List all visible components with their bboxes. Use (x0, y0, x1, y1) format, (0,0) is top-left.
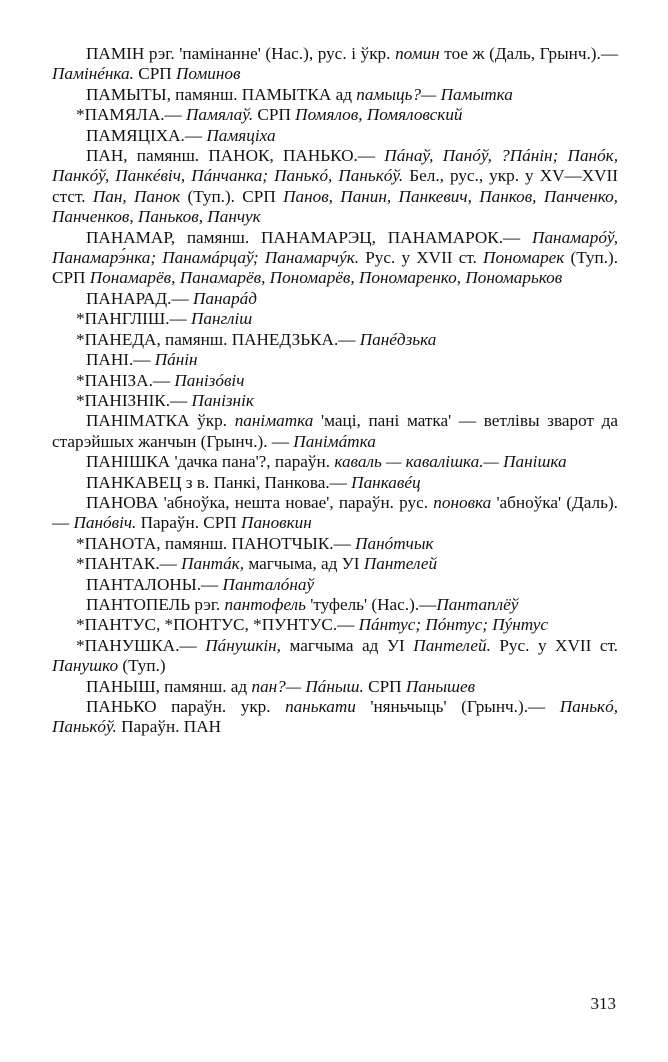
dictionary-entry (52, 126, 618, 146)
dictionary-entry (52, 411, 618, 452)
dictionary-entry (52, 677, 618, 697)
entry-italic-text: пан?— Пáныш. (251, 676, 364, 696)
entry-italic-text: Пáнтус; Пóнтус; Пýнтус (358, 615, 549, 635)
entry-text: Параўн. ПАН (116, 717, 222, 737)
entry-text: магчыма ад УІ (280, 635, 414, 655)
dictionary-entry (52, 554, 618, 574)
dictionary-entry (52, 105, 618, 125)
entry-text: Рус. у XVII ст. (359, 248, 484, 268)
entry-italic-text: Панов, Панин, Панкевич, Панков, Панченко, Панченков, Паньков, Панчук (52, 186, 618, 227)
entry-text: СРП (253, 105, 296, 125)
dictionary-entry (52, 44, 618, 85)
entry-italic-text: Панышев (405, 676, 476, 696)
entry-text: ПАНОВА 'абноўка, нешта новае', параўн. рус. (86, 492, 434, 512)
entry-text: СРП (363, 676, 406, 696)
entry-italic-text: Пантелей. (413, 635, 491, 655)
entry-italic-text: Пан, Панок (92, 186, 181, 206)
page-number: 313 (590, 994, 616, 1013)
entry-italic-text: Понамарёв, Панамарёв, Пономарёв, Пономаренко, Пономарьков (89, 268, 563, 288)
dictionary-entry (52, 330, 618, 350)
entry-italic-text: Панушко (52, 656, 119, 676)
entry-italic-text: Пантáк, (181, 554, 245, 574)
dictionary-page (52, 44, 618, 738)
entry-text: 'няньчыць' (Грынч.).— (355, 697, 560, 716)
entry-text: *ПАНГЛІШ.— (76, 309, 191, 329)
entry-italic-text: Помялов, Помяловский (295, 105, 463, 125)
entry-text: ПАНІ.— (86, 350, 155, 370)
entry-text: (Туп.). СРП (52, 248, 618, 288)
entry-italic-text: панькати (285, 697, 356, 716)
entry-italic-text: помин (395, 44, 440, 63)
entry-italic-text: Панамарóў, Панамарэ́нка; Панамáрцаў; Панамарчýк. (52, 227, 618, 268)
entry-text: ПАНЫШ, памянш. ад (86, 676, 252, 696)
entry-italic-text: Поминов (175, 64, 241, 84)
entry-italic-text: Пáнаў, Панóў, ?Пáнін; Панóк, Панкóў, Панкéвіч, Пáнчанка; Панькó, Панькóў. (52, 146, 618, 186)
dictionary-entry (52, 391, 618, 411)
dictionary-entry (52, 309, 618, 329)
entry-italic-text: Памінéнка. (52, 64, 134, 84)
entry-text: (Туп.) (118, 656, 166, 676)
entry-text: *ПАНІЗНІК.— (76, 390, 192, 410)
entry-text: ПАНАМАР, памянш. ПАНАМАРЭЦ, ПАНАМАРОК.— (86, 227, 533, 247)
entry-text: 'туфель' (Нас.).— (305, 594, 437, 614)
entry-text: *ПАНТУС, *ПОНТУС, *ПУНТУС.— (76, 615, 359, 635)
entry-text: магчыма, ад УІ (244, 554, 364, 574)
entry-italic-text: Пáнін (154, 350, 198, 370)
dictionary-entry (52, 85, 618, 105)
dictionary-entry (52, 636, 618, 677)
entry-italic-text: Панізнік (191, 390, 254, 410)
entry-italic-text: Памяціха (206, 125, 276, 145)
entry-italic-text: Панізóвіч (174, 370, 245, 390)
entry-italic-text: Памялаў. (186, 105, 254, 125)
entry-text: ПАН, памянш. ПАНОК, ПАНЬКО.— (86, 146, 385, 166)
dictionary-entry (52, 228, 618, 289)
dictionary-entry (52, 452, 618, 472)
entry-text: Рус. у XVII ст. (490, 635, 618, 655)
dictionary-entry (52, 575, 618, 595)
entry-italic-text: Пономарек (483, 248, 565, 268)
entry-text: ПАМЫТЫ, памянш. ПАМЫТКА ад (86, 84, 357, 104)
dictionary-entry (52, 697, 618, 738)
entry-text: Бел., рус., укр. у XV—XVII стст. (52, 166, 618, 206)
entry-text: *ПАНУШКА.— (76, 635, 206, 655)
dictionary-entry (52, 146, 618, 228)
dictionary-entry (52, 595, 618, 615)
entries-list (52, 44, 618, 738)
entry-text: 'абноўка' (Даль).— (52, 492, 618, 533)
dictionary-entry (52, 493, 618, 534)
entry-text: ПАНТАЛОНЫ.— (86, 574, 223, 594)
entry-text: ПАНЬКО параўн. укр. (86, 697, 286, 716)
dictionary-entry (52, 473, 618, 493)
entry-italic-text: Панталóнаў (222, 574, 315, 594)
entry-italic-text: Панóтчык (355, 533, 434, 553)
entry-italic-text: Панóвіч. (73, 513, 137, 533)
entry-text: 'маці, пані матка' — ветлівы зварот да старэйшых жанчын (Грынч.). — (52, 411, 618, 451)
entry-text: (Туп.). СРП (180, 186, 284, 206)
entry-italic-text: пантофель (224, 594, 306, 614)
entry-text: *ПАМЯЛА.— (76, 105, 187, 125)
entry-text: *ПАНІЗА.— (76, 370, 175, 390)
entry-italic-text: паніматка (234, 411, 314, 431)
entry-text: *ПАНЕДА, памянш. ПАНЕДЗЬКА.— (76, 329, 360, 349)
entry-italic-text: Пановкин (241, 513, 312, 533)
entry-text: ПАМЯЦІХА.— (86, 125, 207, 145)
entry-italic-text: Пантелей (363, 554, 438, 574)
entry-italic-text: поновка (433, 492, 492, 512)
entry-italic-text: Панькó, Панькóў. (52, 697, 618, 737)
entry-text: СРП (133, 64, 176, 84)
entry-italic-text: каваль — кавалішка.— Панішка (334, 452, 567, 472)
dictionary-entry (52, 615, 618, 635)
entry-text: ПАНІМАТКА ўкр. (86, 411, 235, 431)
entry-text: *ПАНОТА, памянш. ПАНОТЧЫК.— (76, 533, 356, 553)
entry-italic-text: Панкавéц (351, 472, 421, 492)
entry-text: *ПАНТАК.— (76, 554, 182, 574)
dictionary-entry (52, 289, 618, 309)
dictionary-entry (52, 534, 618, 554)
dictionary-entry (52, 371, 618, 391)
entry-italic-text: Панéдзька (359, 329, 437, 349)
entry-text: ПАНКАВЕЦ з в. Панкі, Панкова.— (86, 472, 352, 492)
entry-text: ПАНІШКА 'дачка пана'?, параўн. (86, 452, 335, 472)
entry-text: Параўн. СРП (136, 513, 242, 533)
entry-italic-text: Пантаплёў (436, 594, 519, 614)
entry-text: ПАНТОПЕЛЬ рэг. (86, 594, 225, 614)
entry-italic-text: Панарáд (192, 288, 257, 308)
entry-italic-text: Панімáтка (293, 431, 376, 451)
entry-italic-text: Пáнушкін, (205, 635, 281, 655)
entry-text: ПАМІН рэг. 'памінанне' (Нас.), рус. і ўкр. (86, 44, 396, 63)
entry-italic-text: Пангліш (190, 309, 253, 329)
dictionary-entry (52, 350, 618, 370)
entry-italic-text: памыць?— Памытка (356, 84, 513, 104)
entry-text: ПАНАРАД.— (86, 288, 193, 308)
entry-text: тое ж (Даль, Грынч.).— (439, 44, 619, 63)
